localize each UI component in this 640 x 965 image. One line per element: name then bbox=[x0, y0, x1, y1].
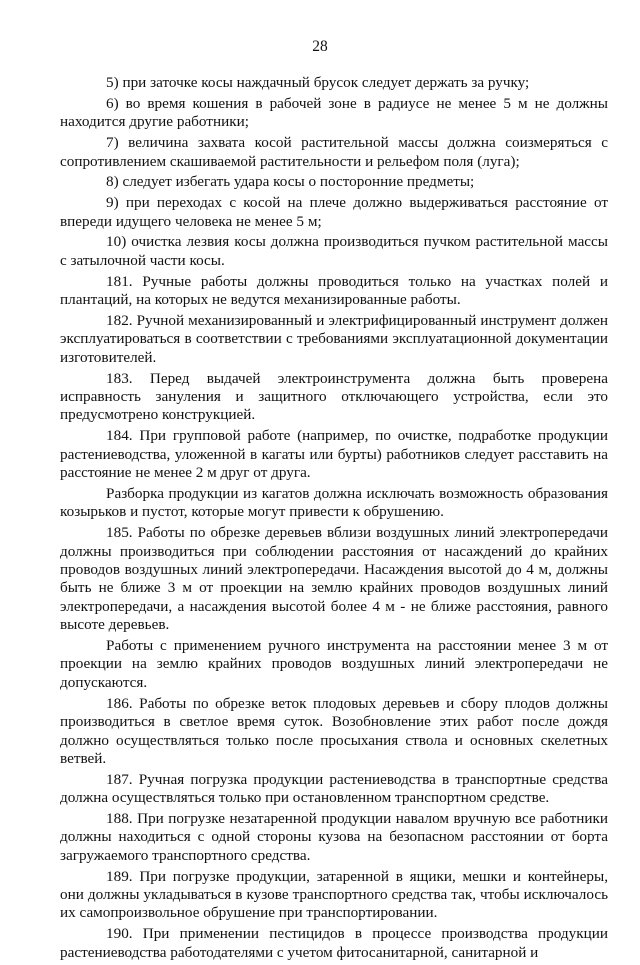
list-item-9: 9) при переходах с косой на плече должно выдерживаться расстояние от впереди идущего человека не менее 5 м; bbox=[60, 194, 608, 230]
list-item-6: 6) во время кошения в рабочей зоне в радиусе не менее 5 м не должны находится другие работники; bbox=[60, 94, 608, 131]
page-number: 28 bbox=[312, 38, 328, 55]
clause-184: 184. При групповой работе (например, по очистке, подработке продукции растениеводства, уложенной в кагаты или бурты) работников следует расставить на расстояние не менее 2 м друг от друга. bbox=[60, 427, 608, 482]
list-item-7: 7) величина захвата косой растительной массы должна соизмеряться с сопротивлением скашиваемой растительности и рельефом поля (луга); bbox=[60, 134, 608, 170]
clause-186: 186. Работы по обрезке веток плодовых деревьев и сбору плодов должны производиться в светлое время суток. Возобновление этих работ после дождя должно осуществляться только после просыхания ствола и основных скелетных ветвей. bbox=[60, 694, 608, 767]
list-item-5: 5) при заточке косы наждачный брусок следует держать за ручку; bbox=[106, 74, 530, 91]
list-item-8: 8) следует избегать удара косы о посторонние предметы; bbox=[106, 173, 475, 191]
list-item-10: 10) очистка лезвия косы должна производиться пучком растительной массы с затылочной части косы. bbox=[60, 233, 608, 269]
document-body bbox=[60, 74, 608, 965]
clause-190: 190. При применении пестицидов в процессе производства продукции растениеводства работодателями с учетом фитосанитарной, санитарной и bbox=[60, 925, 608, 961]
clause-184-continuation: Разборка продукции из кагатов должна исключать возможность образования козырьков и пустот, которые могут привести к обрушению. bbox=[60, 484, 608, 521]
clause-182: 182. Ручной механизированный и электрифицированный инструмент должен эксплуатироваться в соответствии с требованиями эксплуатационной документации изготовителей. bbox=[60, 311, 608, 366]
clause-185-continuation: Работы с применением ручного инструмента на расстоянии менее 3 м от проекции на землю крайних проводов воздушных линий электропередачи не допускаются. bbox=[60, 637, 608, 691]
clause-185: 185. Работы по обрезке деревьев вблизи воздушных линий электропередачи должны производиться при соблюдении расстояния от насаждений до крайних проводов воздушных линий электропередачи. Насаждения высотой до 4 м, должны быть не ближе 3 м от проекции на землю крайних проводов воздушных линий электропередачи, а насаждения высотой более 4 м - не ближе расстояния, равного высоте деревьев. bbox=[60, 524, 608, 634]
clause-181: 181. Ручные работы должны проводиться только на участках полей и плантаций, на которых не ведутся механизированные работы. bbox=[60, 272, 608, 309]
clause-187: 187. Ручная погрузка продукции растениеводства в транспортные средства должна осуществляться только при остановленном транспортном средстве. bbox=[60, 770, 608, 807]
clause-188: 188. При погрузке незатаренной продукции навалом вручную все работники должны находиться с одной стороны кузова на безопасном расстоянии от борта загружаемого транспортного средства. bbox=[60, 810, 608, 864]
clause-183: 183. Перед выдачей электроинструмента должна быть проверена исправность зануления и защитного отключающего устройства, если это предусмотрено конструкцией. bbox=[60, 369, 608, 424]
clause-189: 189. При погрузке продукции, затаренной в ящики, мешки и контейнеры, они должны укладываться в кузове транспортного средства так, чтобы исключалось их самопроизвольное обрушение при транспортировании. bbox=[60, 867, 608, 922]
